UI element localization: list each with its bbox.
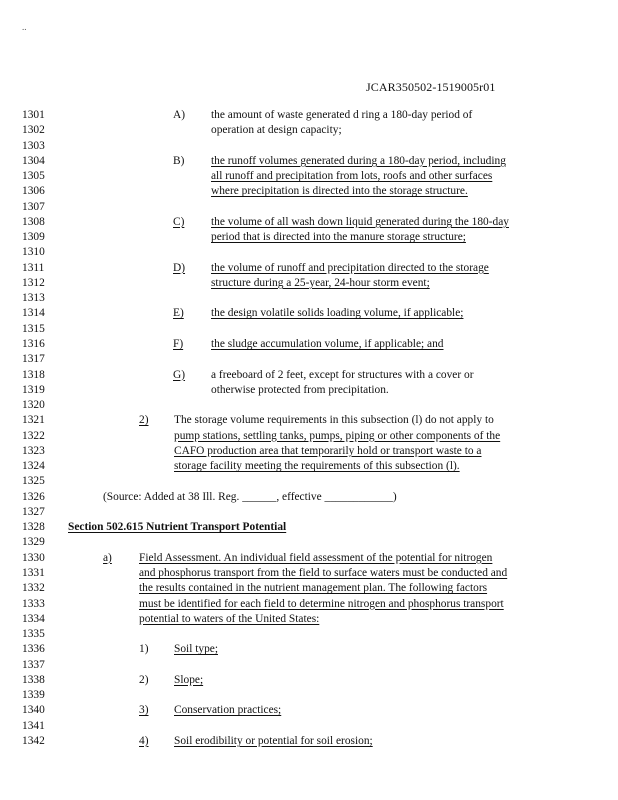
line-number: 1306 <box>22 185 45 198</box>
line-number: 1325 <box>22 475 45 488</box>
document-line <box>0 184 618 199</box>
corner-mark: .. <box>22 22 27 32</box>
line-number: 1331 <box>22 566 45 579</box>
item-label: F) <box>173 337 184 350</box>
line-number: 1318 <box>22 368 45 381</box>
document-line <box>0 306 618 321</box>
document-line <box>0 322 618 337</box>
item-label: 3) <box>139 704 149 717</box>
line-text: the volume of all wash down liquid generated during the 180-day <box>211 215 509 228</box>
line-number: 1335 <box>22 628 45 641</box>
line-number: 1339 <box>22 689 45 702</box>
document-line <box>0 505 618 520</box>
document-line <box>0 245 618 260</box>
line-number: 1338 <box>22 673 45 686</box>
line-number: 1313 <box>22 292 45 305</box>
line-text: Soil type; <box>174 643 218 656</box>
line-text: pump stations, settling tanks, pumps, piping or other components of the <box>174 429 501 442</box>
document-line <box>0 200 618 215</box>
line-number: 1337 <box>22 658 45 671</box>
document-line <box>0 154 618 169</box>
line-number: 1326 <box>22 490 45 503</box>
document-line <box>0 642 618 657</box>
line-number: 1329 <box>22 536 45 549</box>
document-line <box>0 535 618 550</box>
document-line <box>0 581 618 596</box>
line-number: 1304 <box>22 154 45 167</box>
document-line <box>0 566 618 581</box>
line-number: 1336 <box>22 643 45 656</box>
line-text: the volume of runoff and precipitation directed to the storage <box>211 261 489 274</box>
document-line <box>0 612 618 627</box>
document-body <box>0 108 618 749</box>
document-line <box>0 490 618 505</box>
line-text: Slope; <box>174 673 204 686</box>
line-number: 1309 <box>22 231 45 244</box>
line-number: 1305 <box>22 170 45 183</box>
item-label: 4) <box>139 734 149 747</box>
line-number: 1332 <box>22 582 45 595</box>
item-label: 2) <box>139 673 149 686</box>
document-line <box>0 551 618 566</box>
section-heading: Section 502.615 Nutrient Transport Potential <box>68 521 287 534</box>
line-text: and phosphorus transport from the field to surface waters must be conducted and <box>139 566 508 579</box>
document-line <box>0 474 618 489</box>
document-line <box>0 658 618 673</box>
document-line <box>0 444 618 459</box>
document-line <box>0 261 618 276</box>
item-label: a) <box>103 551 112 564</box>
line-text: potential to waters of the United States: <box>139 612 320 625</box>
line-number: 1340 <box>22 704 45 717</box>
document-line <box>0 291 618 306</box>
line-text: operation at design capacity; <box>211 124 342 137</box>
item-label: A) <box>173 109 186 121</box>
document-line <box>0 398 618 413</box>
item-label: E) <box>173 307 184 320</box>
document-line <box>0 688 618 703</box>
document-line <box>0 429 618 444</box>
line-text: a freeboard of 2 feet, except for structures with a cover or <box>211 368 474 381</box>
line-text: Conservation practices; <box>174 704 282 717</box>
line-number: 1321 <box>22 414 45 427</box>
line-number: 1302 <box>22 124 45 137</box>
line-text: the design volatile solids loading volume, if applicable; <box>211 307 464 320</box>
document-line <box>0 673 618 688</box>
line-number: 1312 <box>22 276 45 289</box>
line-text: CAFO production area that temporarily hold or transport waste to a <box>174 444 482 457</box>
document-line <box>0 337 618 352</box>
line-number: 1317 <box>22 353 45 366</box>
item-label: 1) <box>139 643 149 656</box>
document-line <box>0 459 618 474</box>
source-note: (Source: Added at 38 Ill. Reg. ______, effective ____________) <box>103 490 397 503</box>
document-line <box>0 520 618 535</box>
line-text: The storage volume requirements in this subsection (l) do not apply to <box>174 414 494 427</box>
document-line <box>0 703 618 718</box>
document-line <box>0 108 618 123</box>
line-text: must be identified for each field to determine nitrogen and phosphorus transport <box>139 597 504 610</box>
line-text: all runoff and precipitation from lots, roofs and other surfaces <box>211 170 493 183</box>
document-line <box>0 169 618 184</box>
line-text: the amount of waste generated d ring a 180-day period of <box>211 109 473 121</box>
line-number: 1323 <box>22 444 45 457</box>
line-text: Soil erodibility or potential for soil erosion; <box>174 734 373 747</box>
line-number: 1315 <box>22 322 45 335</box>
line-number: 1308 <box>22 215 45 228</box>
line-text: the results contained in the nutrient management plan. The following factors <box>139 582 488 595</box>
line-number: 1320 <box>22 399 45 412</box>
line-number: 1303 <box>22 139 45 152</box>
line-text: Field Assessment. An individual field assessment of the potential for nitrogen <box>139 551 493 564</box>
document-line <box>0 719 618 734</box>
document-line <box>0 352 618 367</box>
document-line <box>0 383 618 398</box>
line-number: 1319 <box>22 383 45 396</box>
line-number: 1311 <box>22 261 45 274</box>
item-label: 2) <box>139 414 149 427</box>
line-number: 1333 <box>22 597 45 610</box>
line-number: 1322 <box>22 429 45 442</box>
item-label: D) <box>173 261 186 274</box>
document-line <box>0 123 618 138</box>
line-text: period that is directed into the manure storage structure; <box>211 231 466 244</box>
item-label: G) <box>173 368 186 381</box>
line-number: 1310 <box>22 246 45 259</box>
line-number: 1328 <box>22 521 45 534</box>
document-line <box>0 734 618 749</box>
document-line <box>0 276 618 291</box>
line-text: otherwise protected from precipitation. <box>211 383 389 396</box>
document-line <box>0 230 618 245</box>
document-line <box>0 597 618 612</box>
document-line <box>0 627 618 642</box>
item-label: C) <box>173 215 185 228</box>
line-number: 1342 <box>22 734 45 747</box>
line-number: 1314 <box>22 307 45 320</box>
line-text: structure during a 25-year, 24-hour storm event; <box>211 276 430 289</box>
item-label: B) <box>173 154 185 167</box>
line-number: 1316 <box>22 337 45 350</box>
document-line <box>0 139 618 154</box>
line-number: 1330 <box>22 551 45 564</box>
document-line <box>0 368 618 383</box>
document-line <box>0 215 618 230</box>
line-number: 1334 <box>22 612 45 625</box>
document-line <box>0 413 618 428</box>
line-text: the runoff volumes generated during a 180-day period, including <box>211 154 506 167</box>
line-number: 1327 <box>22 505 45 518</box>
line-number: 1324 <box>22 460 45 473</box>
line-text: storage facility meeting the requirements of this subsection (l). <box>174 460 460 473</box>
document-header: JCAR350502-1519005r01 <box>366 80 496 94</box>
line-number: 1341 <box>22 719 45 732</box>
line-text: the sludge accumulation volume, if applicable; and <box>211 337 444 350</box>
line-number: 1301 <box>22 109 45 121</box>
line-text: where precipitation is directed into the storage structure. <box>211 185 468 198</box>
line-number: 1307 <box>22 200 45 213</box>
